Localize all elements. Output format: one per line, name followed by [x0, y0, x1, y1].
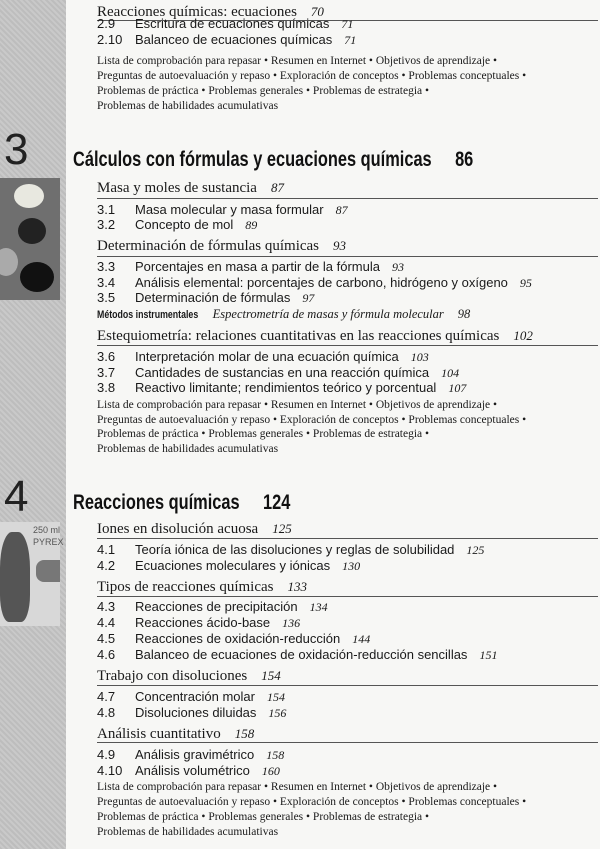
end-of-chapter-features: Problemas de habilidades acumulativas	[97, 826, 279, 838]
entry-page-number: 154	[266, 690, 285, 704]
section-rule	[97, 256, 598, 257]
toc-entry[interactable]	[97, 290, 314, 306]
entry-number: 4.6	[97, 647, 116, 662]
section-title: Análisis cuantitativo	[97, 726, 221, 742]
section-rule	[97, 198, 598, 199]
entry-page-number: 89	[245, 218, 258, 232]
section-rule	[97, 685, 598, 686]
section-heading[interactable]	[97, 180, 284, 197]
toc-entry[interactable]	[97, 365, 459, 381]
sample-dish	[20, 262, 54, 292]
chapter-title-text: Cálculos con fórmulas y ecuaciones químicas	[73, 148, 432, 171]
entry-number: 4.10	[97, 763, 123, 778]
toc-entry[interactable]	[97, 615, 300, 631]
entry-page-number: 97	[302, 291, 315, 305]
toc-entry[interactable]	[97, 747, 284, 763]
precipitate-sculpture	[0, 532, 30, 622]
toc-entry[interactable]	[97, 689, 285, 705]
entry-title: Interpretación molar de una ecuación química	[135, 349, 399, 364]
chapter-page-number: 124	[263, 491, 291, 514]
entry-number: 4.8	[97, 705, 116, 720]
toc-entry[interactable]	[97, 763, 280, 779]
section-rule	[97, 742, 598, 743]
end-of-chapter-features: Problemas de habilidades acumulativas	[97, 100, 279, 112]
section-heading[interactable]	[97, 521, 292, 538]
feature-title: Espectrometría de masas y fórmula molecular	[209, 307, 444, 321]
section-title: Determinación de fórmulas químicas	[97, 238, 320, 254]
entry-number: 4.1	[97, 542, 116, 557]
entry-number: 3.6	[97, 349, 116, 364]
toc-entry[interactable]	[97, 705, 286, 721]
entry-page-number: 158	[266, 748, 285, 762]
section-rule	[97, 596, 598, 597]
entry-page-number: 130	[342, 559, 361, 573]
chapter-number: 3	[4, 125, 29, 174]
end-of-chapter-features: Preguntas de autoevaluación y repaso • Exploración de conceptos • Problemas conceptuales •	[97, 70, 527, 82]
entry-number: 4.5	[97, 631, 116, 646]
section-title: Estequiometría: relaciones cuantitativas en las reacciones químicas	[97, 328, 500, 344]
end-of-chapter-features: Preguntas de autoevaluación y repaso • Exploración de conceptos • Problemas conceptuales •	[97, 796, 527, 808]
toc-entry[interactable]	[97, 217, 257, 233]
entry-number: 2.10	[97, 32, 123, 47]
entry-page-number: 156	[268, 706, 287, 720]
toc-entry[interactable]	[97, 542, 484, 558]
section-page-number: 102	[513, 328, 533, 343]
entry-number: 3.4	[97, 275, 116, 290]
entry-title: Reacciones de oxidación-reducción	[135, 631, 341, 646]
entry-title: Análisis gravimétrico	[135, 747, 255, 762]
entry-number: 3.5	[97, 290, 116, 305]
entry-number: 4.4	[97, 615, 116, 630]
entry-page-number: 134	[309, 600, 328, 614]
toc-entry[interactable]	[97, 202, 348, 218]
section-title: Tipos de reacciones químicas	[97, 579, 274, 595]
section-rule	[97, 345, 598, 346]
beaker-capacity-label: 250 ml	[33, 525, 61, 535]
end-of-chapter-features: Preguntas de autoevaluación y repaso • Exploración de conceptos • Problemas conceptuales •	[97, 414, 527, 426]
feature-page-number: 98	[457, 307, 471, 321]
section-page-number: 158	[234, 726, 255, 741]
feature-label: Métodos instrumentales	[97, 309, 199, 321]
entry-page-number: 103	[410, 350, 429, 364]
end-of-chapter-features: Problemas de práctica • Problemas generales • Problemas de estrategia •	[97, 85, 430, 97]
entry-title: Concepto de mol	[135, 217, 234, 232]
entry-page-number: 160	[261, 764, 280, 778]
beaker-label-patch	[36, 560, 60, 582]
entry-title: Porcentajes en masa a partir de la fórmula	[135, 259, 380, 274]
toc-entry[interactable]	[97, 380, 466, 396]
section-heading[interactable]	[97, 328, 533, 345]
section-page-number: 125	[272, 521, 292, 536]
end-of-chapter-features: Lista de comprobación para repasar • Resumen en Internet • Objetivos de aprendizaje •	[97, 55, 498, 67]
section-page-number: 87	[270, 180, 284, 195]
end-of-chapter-features: Problemas de práctica • Problemas generales • Problemas de estrategia •	[97, 811, 430, 823]
entry-page-number: 144	[352, 632, 371, 646]
sample-dish	[0, 248, 18, 276]
entry-title: Cantidades de sustancias en una reacción química	[135, 365, 430, 380]
chapter-title[interactable]	[73, 148, 473, 172]
chapter-page-number: 86	[455, 148, 474, 171]
section-title: Trabajo con disoluciones	[97, 668, 248, 684]
entry-page-number: 93	[391, 260, 404, 274]
toc-entry[interactable]	[97, 16, 353, 32]
toc-entry[interactable]	[97, 259, 404, 275]
entry-number: 3.7	[97, 365, 116, 380]
section-heading[interactable]	[97, 238, 346, 255]
entry-number: 4.9	[97, 747, 116, 762]
toc-entry[interactable]	[97, 275, 532, 291]
entry-number: 3.2	[97, 217, 116, 232]
toc-entry[interactable]	[97, 349, 429, 365]
section-page-number: 154	[261, 668, 281, 683]
entry-page-number: 104	[441, 366, 460, 380]
chapter-3-photo	[0, 178, 60, 300]
toc-entry[interactable]	[97, 647, 497, 663]
entry-title: Concentración molar	[135, 689, 255, 704]
toc-entry[interactable]	[97, 32, 356, 48]
entry-number: 3.8	[97, 380, 116, 395]
entry-number: 3.3	[97, 259, 116, 274]
entry-page-number: 87	[335, 203, 348, 217]
chapter-title-text: Reacciones químicas	[73, 491, 240, 514]
entry-number: 4.3	[97, 599, 116, 614]
end-of-chapter-features: Problemas de práctica • Problemas generales • Problemas de estrategia •	[97, 428, 430, 440]
end-of-chapter-features: Lista de comprobación para repasar • Resumen en Internet • Objetivos de aprendizaje •	[97, 781, 498, 793]
entry-page-number: 136	[282, 616, 301, 630]
entry-title: Teoría iónica de las disoluciones y reglas de solubilidad	[135, 542, 455, 557]
chapter-4-photo	[0, 522, 64, 626]
entry-page-number: 71	[344, 33, 357, 47]
entry-title: Reacciones de precipitación	[135, 599, 298, 614]
chapter-title[interactable]	[73, 491, 290, 515]
entry-title: Ecuaciones moleculares y iónicas	[135, 558, 331, 573]
section-title: Reacciones químicas: ecuaciones	[97, 4, 297, 20]
section-heading[interactable]	[97, 726, 254, 743]
section-title: Masa y moles de sustancia	[97, 180, 257, 196]
toc-entry[interactable]	[97, 558, 360, 574]
feature-entry[interactable]	[97, 307, 470, 322]
toc-entry[interactable]	[97, 599, 328, 615]
entry-title: Balanceo de ecuaciones químicas	[135, 32, 333, 47]
section-page-number: 93	[333, 238, 347, 253]
toc-entry[interactable]	[97, 631, 370, 647]
section-heading[interactable]	[97, 579, 307, 596]
section-page-number: 133	[287, 579, 307, 594]
section-title: Iones en disolución acuosa	[97, 521, 259, 537]
section-heading[interactable]	[97, 668, 281, 685]
entry-title: Reacciones ácido-base	[135, 615, 271, 630]
section-page-number: 70	[310, 4, 324, 19]
entry-page-number: 125	[466, 543, 485, 557]
section-rule	[97, 538, 598, 539]
entry-title: Balanceo de ecuaciones de oxidación-reducción sencillas	[135, 647, 468, 662]
entry-page-number: 95	[519, 276, 532, 290]
entry-page-number: 71	[341, 17, 354, 31]
entry-number: 4.2	[97, 558, 116, 573]
sample-dish	[18, 218, 46, 244]
end-of-chapter-features: Lista de comprobación para repasar • Resumen en Internet • Objetivos de aprendizaje •	[97, 399, 498, 411]
entry-number: 4.7	[97, 689, 116, 704]
sample-dish	[14, 184, 44, 208]
end-of-chapter-features: Problemas de habilidades acumulativas	[97, 443, 279, 455]
entry-title: Reactivo limitante; rendimientos teórico y porcentual	[135, 380, 437, 395]
entry-title: Análisis elemental: porcentajes de carbono, hidrógeno y oxígeno	[135, 275, 508, 290]
entry-page-number: 151	[479, 648, 498, 662]
entry-title: Masa molecular y masa formular	[135, 202, 324, 217]
chapter-number: 4	[4, 472, 29, 521]
entry-number: 2.9	[97, 16, 116, 31]
entry-page-number: 107	[448, 381, 467, 395]
beaker-brand-label: PYREX	[33, 537, 64, 547]
entry-title: Escritura de ecuaciones químicas	[135, 16, 330, 31]
entry-title: Disoluciones diluidas	[135, 705, 257, 720]
entry-number: 3.1	[97, 202, 116, 217]
entry-title: Determinación de fórmulas	[135, 290, 291, 305]
entry-title: Análisis volumétrico	[135, 763, 250, 778]
